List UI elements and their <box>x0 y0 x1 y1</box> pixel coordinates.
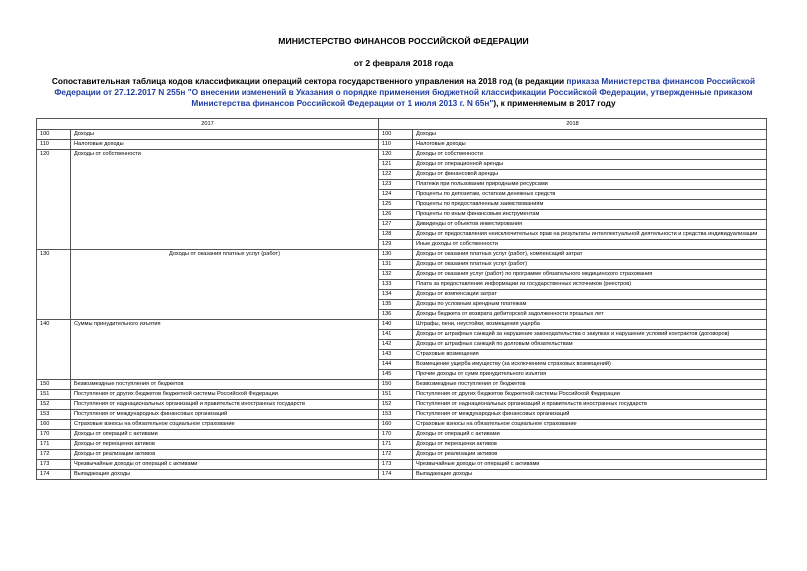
name-2017: Выпадающие доходы <box>71 470 379 480</box>
code-2018: 128 <box>379 230 413 240</box>
code-2017: 174 <box>37 470 71 480</box>
code-2018: 140 <box>379 320 413 330</box>
name-2018: Страховые взносы на обязательное социальное страхование <box>413 420 767 430</box>
table-row <box>37 400 767 410</box>
header-2017: 2017 <box>37 119 379 130</box>
code-2017: 150 <box>37 380 71 390</box>
name-2018: Доходы от оказания платных услуг (работ) <box>413 260 767 270</box>
name-2018: Доходы от собственности <box>413 150 767 160</box>
name-2018: Доходы от операционной аренды <box>413 160 767 170</box>
code-2018: 160 <box>379 420 413 430</box>
name-2018: Поступления от наднациональных организаций и правительств иностранных государств <box>413 400 767 410</box>
name-2018: Выпадающие доходы <box>413 470 767 480</box>
name-2018: Поступления от международных финансовых организаций <box>413 410 767 420</box>
name-2018: Доходы от штрафных санкций за нарушение законодательства о закупках и нарушение условий контрактов (договоров) <box>413 330 767 340</box>
name-2018: Прочие доходы от сумм принудительного изъятия <box>413 370 767 380</box>
name-2018: Налоговые доходы <box>413 140 767 150</box>
code-2018: 124 <box>379 190 413 200</box>
name-2018: Поступления от других бюджетов бюджетной системы Российской Федерации <box>413 390 767 400</box>
header-2018: 2018 <box>379 119 767 130</box>
name-2018: Доходы от переоценки активов <box>413 440 767 450</box>
code-2018: 134 <box>379 290 413 300</box>
name-2017: Доходы от переоценки активов <box>71 440 379 450</box>
comparison-table <box>36 118 767 480</box>
code-2018: 132 <box>379 270 413 280</box>
heading-text-start: Сопоставительная таблица кодов классификации операций сектора государственного управления на 2018 год (в редакции <box>51 76 567 86</box>
code-2017: 153 <box>37 410 71 420</box>
code-2017: 160 <box>37 420 71 430</box>
name-2018: Возмещение ущерба имуществу (за исключением страховых возмещений) <box>413 360 767 370</box>
name-2018: Доходы бюджета от возврата дебиторской задолженности прошлых лет <box>413 310 767 320</box>
code-2018: 145 <box>379 370 413 380</box>
table-row <box>37 430 767 440</box>
table-row <box>37 460 767 470</box>
name-2017: Поступления от международных финансовых организаций <box>71 410 379 420</box>
table-row <box>37 410 767 420</box>
code-2018: 100 <box>379 130 413 140</box>
name-2017: Безвозмездные поступления от бюджетов <box>71 380 379 390</box>
code-2018: 129 <box>379 240 413 250</box>
code-2018: 144 <box>379 360 413 370</box>
code-2017: 130 <box>37 250 71 320</box>
code-2018: 135 <box>379 300 413 310</box>
name-2017: Доходы от операций с активами <box>71 430 379 440</box>
code-2018: 122 <box>379 170 413 180</box>
table-row <box>37 440 767 450</box>
code-2017: 152 <box>37 400 71 410</box>
name-2018: Доходы по условным арендным платежам <box>413 300 767 310</box>
name-2017: Доходы от оказания платных услуг (работ) <box>71 250 379 320</box>
code-2018: 151 <box>379 390 413 400</box>
name-2018: Штрафы, пени, неустойки, возмещения ущерба <box>413 320 767 330</box>
name-2018: Доходы от предоставления неисключительных прав на результаты интеллектуальной деятельности и средства индивидуализации <box>413 230 767 240</box>
code-2018: 125 <box>379 200 413 210</box>
name-2017: Доходы от собственности <box>71 150 379 250</box>
name-2017: Доходы <box>71 130 379 140</box>
document-date: от 2 февраля 2018 года <box>353 58 454 68</box>
table-header-row <box>37 119 767 130</box>
name-2018: Чрезвычайные доходы от операций с активами <box>413 460 767 470</box>
table-row <box>37 150 767 160</box>
name-2018: Доходы от операций с активами <box>413 430 767 440</box>
code-2018: 174 <box>379 470 413 480</box>
code-2018: 120 <box>379 150 413 160</box>
table-row <box>37 130 767 140</box>
code-2017: 170 <box>37 430 71 440</box>
code-2018: 150 <box>379 380 413 390</box>
name-2017: Налоговые доходы <box>71 140 379 150</box>
code-2017: 140 <box>37 320 71 380</box>
code-2018: 131 <box>379 260 413 270</box>
name-2018: Иные доходы от собственности <box>413 240 767 250</box>
code-2017: 173 <box>37 460 71 470</box>
name-2017: Доходы от реализации активов <box>71 450 379 460</box>
name-2017: Страховые взносы на обязательное социальное страхование <box>71 420 379 430</box>
code-2018: 173 <box>379 460 413 470</box>
code-2018: 143 <box>379 350 413 360</box>
name-2018: Дивиденды от объектов инвестирования <box>413 220 767 230</box>
code-2018: 126 <box>379 210 413 220</box>
code-2018: 171 <box>379 440 413 450</box>
name-2018: Доходы от оказания платных услуг (работ), компенсаций затрат <box>413 250 767 260</box>
document-heading <box>40 76 767 109</box>
code-2018: 121 <box>379 160 413 170</box>
code-2018: 133 <box>379 280 413 290</box>
code-2018: 172 <box>379 450 413 460</box>
code-2018: 153 <box>379 410 413 420</box>
code-2018: 152 <box>379 400 413 410</box>
name-2018: Проценты по депозитам, остаткам денежных средств <box>413 190 767 200</box>
name-2018: Доходы от штрафных санкций по долговым обязательствам <box>413 340 767 350</box>
name-2018: Безвозмездные поступления от бюджетов <box>413 380 767 390</box>
code-2018: 142 <box>379 340 413 350</box>
code-2018: 127 <box>379 220 413 230</box>
heading-text-end: ), к применяемым в 2017 году <box>493 98 616 108</box>
name-2018: Доходы от финансовой аренды <box>413 170 767 180</box>
code-2017: 110 <box>37 140 71 150</box>
code-2018: 136 <box>379 310 413 320</box>
name-2018: Плата за предоставление информации из государственных источников (реестров) <box>413 280 767 290</box>
name-2018: Доходы от компенсации затрат <box>413 290 767 300</box>
code-2018: 170 <box>379 430 413 440</box>
table-row <box>37 250 767 260</box>
code-2017: 172 <box>37 450 71 460</box>
code-2018: 110 <box>379 140 413 150</box>
name-2017: Поступления от других бюджетов бюджетной системы Российской Федерации <box>71 390 379 400</box>
table-row <box>37 140 767 150</box>
code-2017: 120 <box>37 150 71 250</box>
table-row <box>37 450 767 460</box>
table-row <box>37 320 767 330</box>
table-row <box>37 420 767 430</box>
code-2017: 100 <box>37 130 71 140</box>
table-row <box>37 470 767 480</box>
name-2018: Платежи при пользовании природными ресурсами <box>413 180 767 190</box>
name-2018: Доходы от оказания услуг (работ) по программе обязательного медицинского страхования <box>413 270 767 280</box>
name-2017: Чрезвычайные доходы от операций с активами <box>71 460 379 470</box>
code-2018: 141 <box>379 330 413 340</box>
name-2017: Поступления от наднациональных организаций и правительств иностранных государств <box>71 400 379 410</box>
name-2018: Проценты по иным финансовым инструментам <box>413 210 767 220</box>
name-2018: Страховые возмещения <box>413 350 767 360</box>
name-2018: Проценты по предоставленным заимствованиям <box>413 200 767 210</box>
name-2017: Суммы принудительного изъятия <box>71 320 379 380</box>
name-2018: Доходы <box>413 130 767 140</box>
table-row <box>37 380 767 390</box>
ministry-title: МИНИСТЕРСТВО ФИНАНСОВ РОССИЙСКОЙ ФЕДЕРАЦИИ <box>278 36 529 46</box>
code-2018: 123 <box>379 180 413 190</box>
code-2017: 151 <box>37 390 71 400</box>
order-link[interactable]: приказа Министерства финансов Российской Федерации от 27.12.2017 N 255н "О внесении изменений в Указания о порядке применения бюджетной классификации Российской Федерации, утвержденные приказом Министерства финансов Российской Федерации от 1 июля 2013 г. N 65н" <box>54 76 756 108</box>
name-2018: Доходы от реализации активов <box>413 450 767 460</box>
code-2017: 171 <box>37 440 71 450</box>
table-row <box>37 390 767 400</box>
code-2018: 130 <box>379 250 413 260</box>
